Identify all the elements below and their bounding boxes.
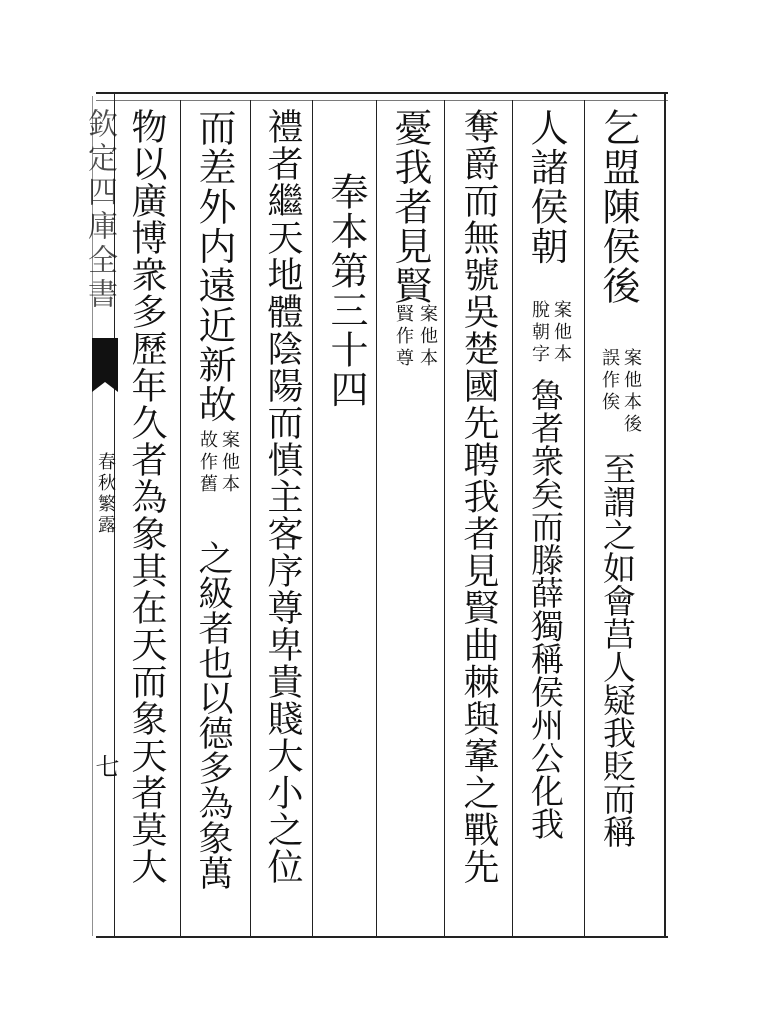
text-column-2: 人諸侯朝 <box>524 108 568 266</box>
text-column-1: 乞盟陳侯後 <box>596 108 640 306</box>
right-frame-line <box>664 92 666 938</box>
annotation-column-2b: 脫朝字 <box>529 300 550 366</box>
annotation-column-2a: 案他本 <box>551 300 572 366</box>
margin-book-title: 春秋繁露 <box>95 452 116 536</box>
annotation-column-7a: 案他本 <box>219 430 240 496</box>
bottom-frame-line <box>96 936 668 938</box>
page-number: 七 <box>91 754 119 778</box>
margin-title: 欽定四庫全書 <box>82 108 117 312</box>
chapter-heading: 奉本第三十四 <box>324 172 368 409</box>
fishtail-mark <box>92 338 118 382</box>
column-divider <box>444 100 445 936</box>
text-column-8: 物以廣博衆多歷年久者為象其在天而象天者莫大 <box>126 108 167 885</box>
text-column-3: 奪爵而無號吳楚國先聘我者見賢曲棘與鞌之戰先 <box>458 108 499 885</box>
text-column-4: 憂我者見賢 <box>388 108 432 306</box>
annotation-column-4a: 案他本 <box>417 304 438 370</box>
text-column-7: 而差外内遠近新故 <box>192 108 236 424</box>
column-divider <box>180 100 181 936</box>
annotation-column-4b: 賢作尊 <box>393 304 414 370</box>
annotation-column-1b: 誤作俟 <box>599 348 620 414</box>
top-frame-line <box>96 92 668 94</box>
annotation-column-1a: 案他本後 <box>621 348 642 436</box>
column-divider <box>250 100 251 936</box>
top-frame-line-inner <box>96 100 668 101</box>
annotation-column-7b: 故作舊 <box>197 430 218 496</box>
column-divider <box>512 100 513 936</box>
text-column-6: 禮者繼天地體陰陽而慎主客序尊卑貴賤大小之位 <box>262 108 303 885</box>
column-divider <box>312 100 313 936</box>
text-column-2-cont: 魯者衆矣而滕薛獨稱侯州公化我 <box>526 378 565 840</box>
column-divider <box>376 100 377 936</box>
text-column-1-cont: 至謂之如會莒人疑我貶而稱 <box>598 452 637 848</box>
column-divider <box>584 100 585 936</box>
text-column-7-cont: 之級者也以德多為象萬 <box>193 540 233 890</box>
